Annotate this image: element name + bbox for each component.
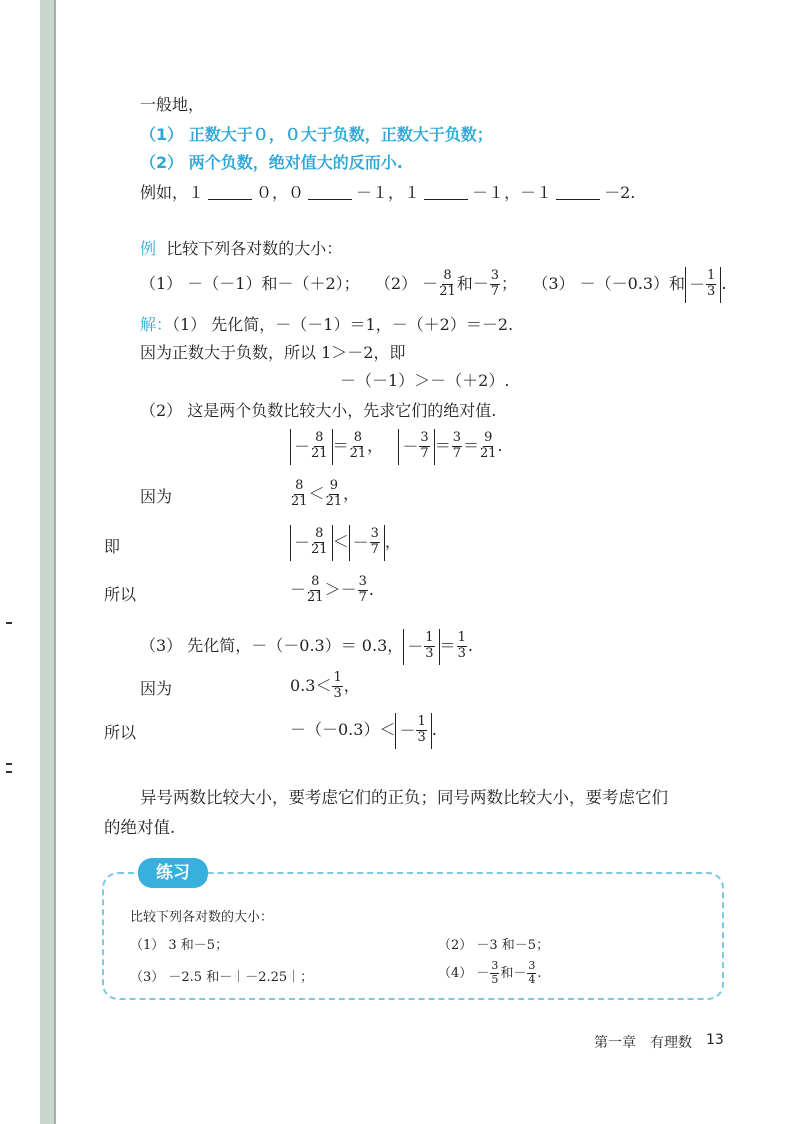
solution-1 <box>140 312 513 335</box>
eg-e: －2. <box>604 183 636 202</box>
example-title: 比较下列各对数的大小： <box>166 239 343 258</box>
absolute-value: － $\frac{1}{3}$ <box>685 267 721 303</box>
sol1c: －（－1）＞－（＋2）. <box>340 371 510 390</box>
q2-post: ； <box>501 274 518 293</box>
answer-blank[interactable] <box>208 199 252 200</box>
q3-pre: （3） －（－0.3）和 <box>532 274 686 293</box>
example-fill-blanks <box>140 180 635 203</box>
therefore-1: 所以 <box>104 585 137 604</box>
answer-blank[interactable] <box>308 199 352 200</box>
exercise-tab: 练习 <box>138 858 208 888</box>
rule-1: （1） 正数大于０，０大于负数，正数大于负数； <box>140 125 493 144</box>
fraction: $\frac{8}{21}$ <box>439 268 456 299</box>
book-spine <box>40 0 54 1124</box>
example-heading <box>140 236 342 259</box>
compare-2: － $\frac{8}{21}$ ＜ － $\frac{3}{7}$ ， <box>290 522 401 562</box>
exercise-1: （1） 3 和－5； <box>130 938 229 953</box>
sol3-text: （3） 先化简，－（－0.3）＝ 0.3， <box>140 636 404 655</box>
solution-3: （3） 先化简，－（－0.3）＝ 0.3， － $\frac{1}{3}$ ＝ $\frac{1}{3}$ . <box>140 626 473 666</box>
eg-c: －１，１ <box>356 183 421 202</box>
exercise-3: （3） －2.5 和－｜－2.25｜； <box>130 970 314 985</box>
fraction: $\frac{3}{7}$ <box>490 268 500 299</box>
example-label: 例 <box>140 239 157 258</box>
intro-text: 一般地， <box>140 95 205 114</box>
that-is: 即 <box>104 537 121 556</box>
exercise-2: （2） －3 和－5； <box>438 938 550 953</box>
answer-blank[interactable] <box>424 199 468 200</box>
because-2: 因为 <box>140 679 173 698</box>
q2-mid: 和－ <box>456 274 489 293</box>
book-spine-edge <box>54 0 56 1124</box>
sol2: （2） 这是两个负数比较大小，先求它们的绝对值. <box>140 401 497 420</box>
page-number: 13 <box>706 1032 724 1048</box>
compare-3: － $\frac{8}{21}$ ＞－ $\frac{3}{7}$ . <box>290 574 374 605</box>
summary-line-1: 异号两数比较大小，要考虑它们的正负；同号两数比较大小，要考虑它们 <box>140 788 668 807</box>
summary-line-2: 的绝对值. <box>104 818 176 837</box>
exercise-4: （4） － $\frac{3}{5}$ 和－ $\frac{3}{4}$ . <box>438 959 542 986</box>
eg-a: １ <box>188 183 205 202</box>
solution-label: 解： <box>140 315 173 334</box>
sol1-text: （1） 先化简，－（－1）＝1，－（＋2）＝－2. <box>172 315 514 334</box>
question-line: （1） －（－1）和－（＋2）； （2） － $\frac{8}{21}$ 和－ $\frac{3}{7}$ ； （3） －（－0.3）和 － $\frac{1}{3}$ . <box>140 266 726 302</box>
eg-d: －１，－１ <box>472 183 553 202</box>
eg-prefix: 例如， <box>140 183 189 202</box>
q2-pre: （2） － <box>374 274 439 293</box>
compare-1: $\frac{8}{21}$ ＜ $\frac{9}{21}$ ， <box>291 478 360 509</box>
margin-mark <box>6 763 12 765</box>
compare-5: －（－0.3）＜ － $\frac{1}{3}$ . <box>290 710 437 750</box>
margin-mark <box>6 622 12 624</box>
because-1: 因为 <box>140 487 173 506</box>
compare-4: 0.3＜ $\frac{1}{3}$ ， <box>290 670 360 701</box>
exercise-title: 比较下列各对数的大小： <box>130 910 274 925</box>
sol1b: 因为正数大于负数，所以 1＞－2，即 <box>140 343 406 362</box>
eg-b: ０，０ <box>256 183 305 202</box>
rule-2: （2） 两个负数，绝对值大的反而小. <box>140 153 403 172</box>
margin-mark <box>6 771 12 773</box>
footer-chapter: 第一章 有理数 <box>594 1035 692 1051</box>
answer-blank[interactable] <box>556 199 600 200</box>
q1: （1） －（－1）和－（＋2）； <box>140 274 360 293</box>
abs-values: － $\frac{8}{21}$ ＝ $\frac{8}{21}$ ， － $\frac{3}{7}$ ＝ $\frac{3}{7}$ ＝ $\frac{9}{21}$ . <box>290 426 503 466</box>
therefore-2: 所以 <box>104 723 137 742</box>
